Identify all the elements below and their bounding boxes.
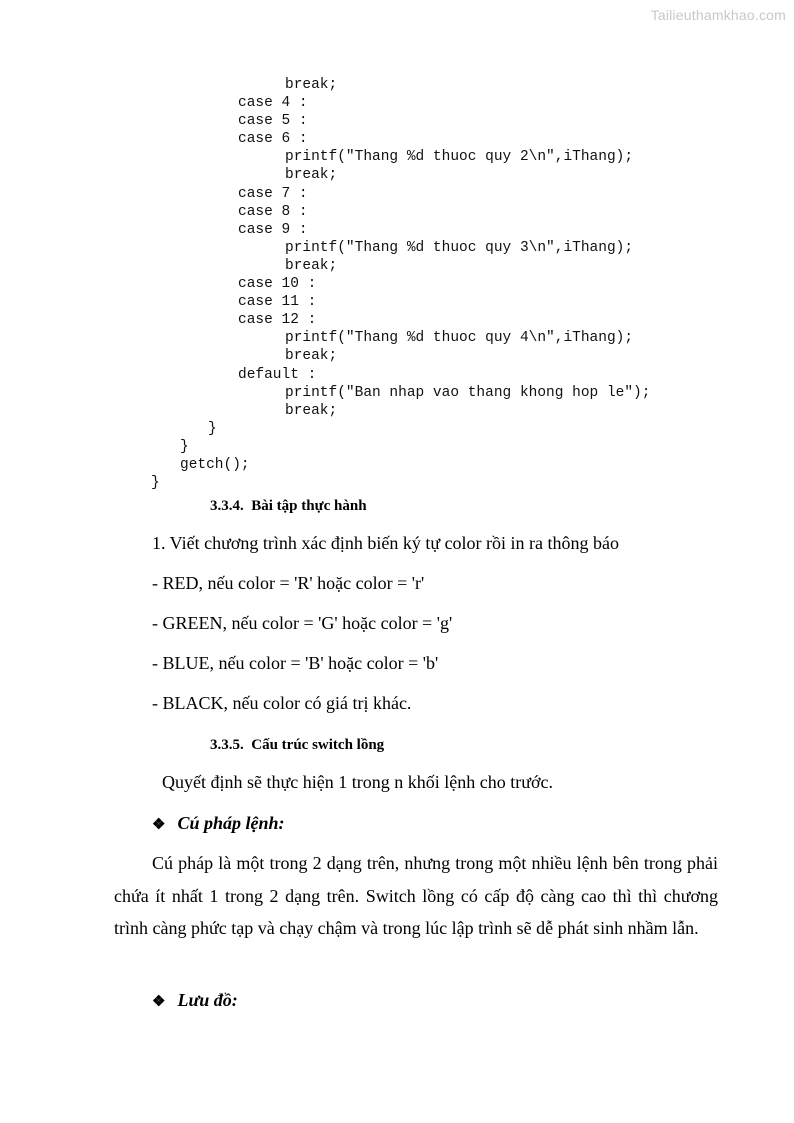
code-line: } (180, 438, 189, 455)
section-title: Cấu trúc switch lồng (251, 737, 385, 753)
code-line: case 8 : (238, 203, 308, 220)
exercise-line-green: - GREEN, nếu color = 'G' hoặc color = 'g' (152, 613, 453, 633)
code-line: getch(); (180, 456, 250, 473)
code-line: break; (285, 257, 338, 274)
watermark-text: Tailieuthamkhao.com (650, 7, 786, 23)
code-line: printf("Thang %d thuoc quy 2\n",iThang); (285, 149, 634, 166)
intro-text: Quyết định sẽ thực hiện 1 trong n khối lệnh cho trước. (162, 772, 553, 792)
code-line: break; (285, 77, 338, 93)
code-block (0, 76, 650, 492)
flowchart-heading (152, 988, 238, 1014)
code-line: break; (285, 402, 338, 419)
code-line: case 11 : (238, 294, 317, 311)
syntax-heading-text: Cú pháp lệnh: (177, 813, 285, 833)
code-line: printf("Ban nhap vao thang khong hop le"); (285, 384, 651, 401)
section-heading-3-3-5 (210, 733, 384, 757)
code-line: break; (285, 348, 338, 365)
code-line: printf("Thang %d thuoc quy 4\n",iThang); (285, 330, 634, 347)
exercise-line-blue: - BLUE, nếu color = 'B' hoặc color = 'b' (152, 653, 439, 673)
section-heading-3-3-4 (210, 494, 367, 518)
code-line: break; (285, 167, 338, 184)
exercise-line-black: - BLACK, nếu color có giá trị khác. (152, 693, 412, 713)
diamond-bullet-icon: ❖ (152, 817, 166, 833)
diamond-bullet-icon: ❖ (152, 994, 166, 1010)
exercise-line-red: - RED, nếu color = 'R' hoặc color = 'r' (152, 573, 425, 593)
code-line: } (151, 475, 160, 492)
code-line: case 4 : (238, 95, 308, 112)
section-number: 3.3.5. (210, 737, 244, 753)
code-line: } (208, 420, 217, 437)
code-line: case 5 : (238, 113, 308, 130)
code-line: case 12 : (238, 312, 317, 329)
flowchart-heading-text: Lưu đồ: (177, 990, 238, 1010)
code-line: case 6 : (238, 131, 308, 148)
section-number: 3.3.4. (210, 498, 244, 514)
syntax-heading (152, 811, 285, 837)
syntax-paragraph: Cú pháp là một trong 2 dạng trên, nhưng trong một nhiều lệnh bên trong phải chứa ít nhất 1 trong 2 dạng trên. Switch lồng có cấp độ càng cao thì thì chương trình càng phức tạp và chạy chậm và trong lúc lập trình sẽ dễ phát sinh nhầm lẫn. (114, 853, 718, 938)
code-line: case 7 : (238, 185, 308, 202)
code-line: case 9 : (238, 221, 308, 238)
code-line: default : (238, 366, 317, 383)
code-line: case 10 : (238, 276, 317, 293)
section-title: Bài tập thực hành (251, 498, 367, 514)
exercise-item-1: 1. Viết chương trình xác định biến ký tự color rồi in ra thông báo (152, 533, 620, 553)
code-line: printf("Thang %d thuoc quy 3\n",iThang); (285, 239, 634, 256)
